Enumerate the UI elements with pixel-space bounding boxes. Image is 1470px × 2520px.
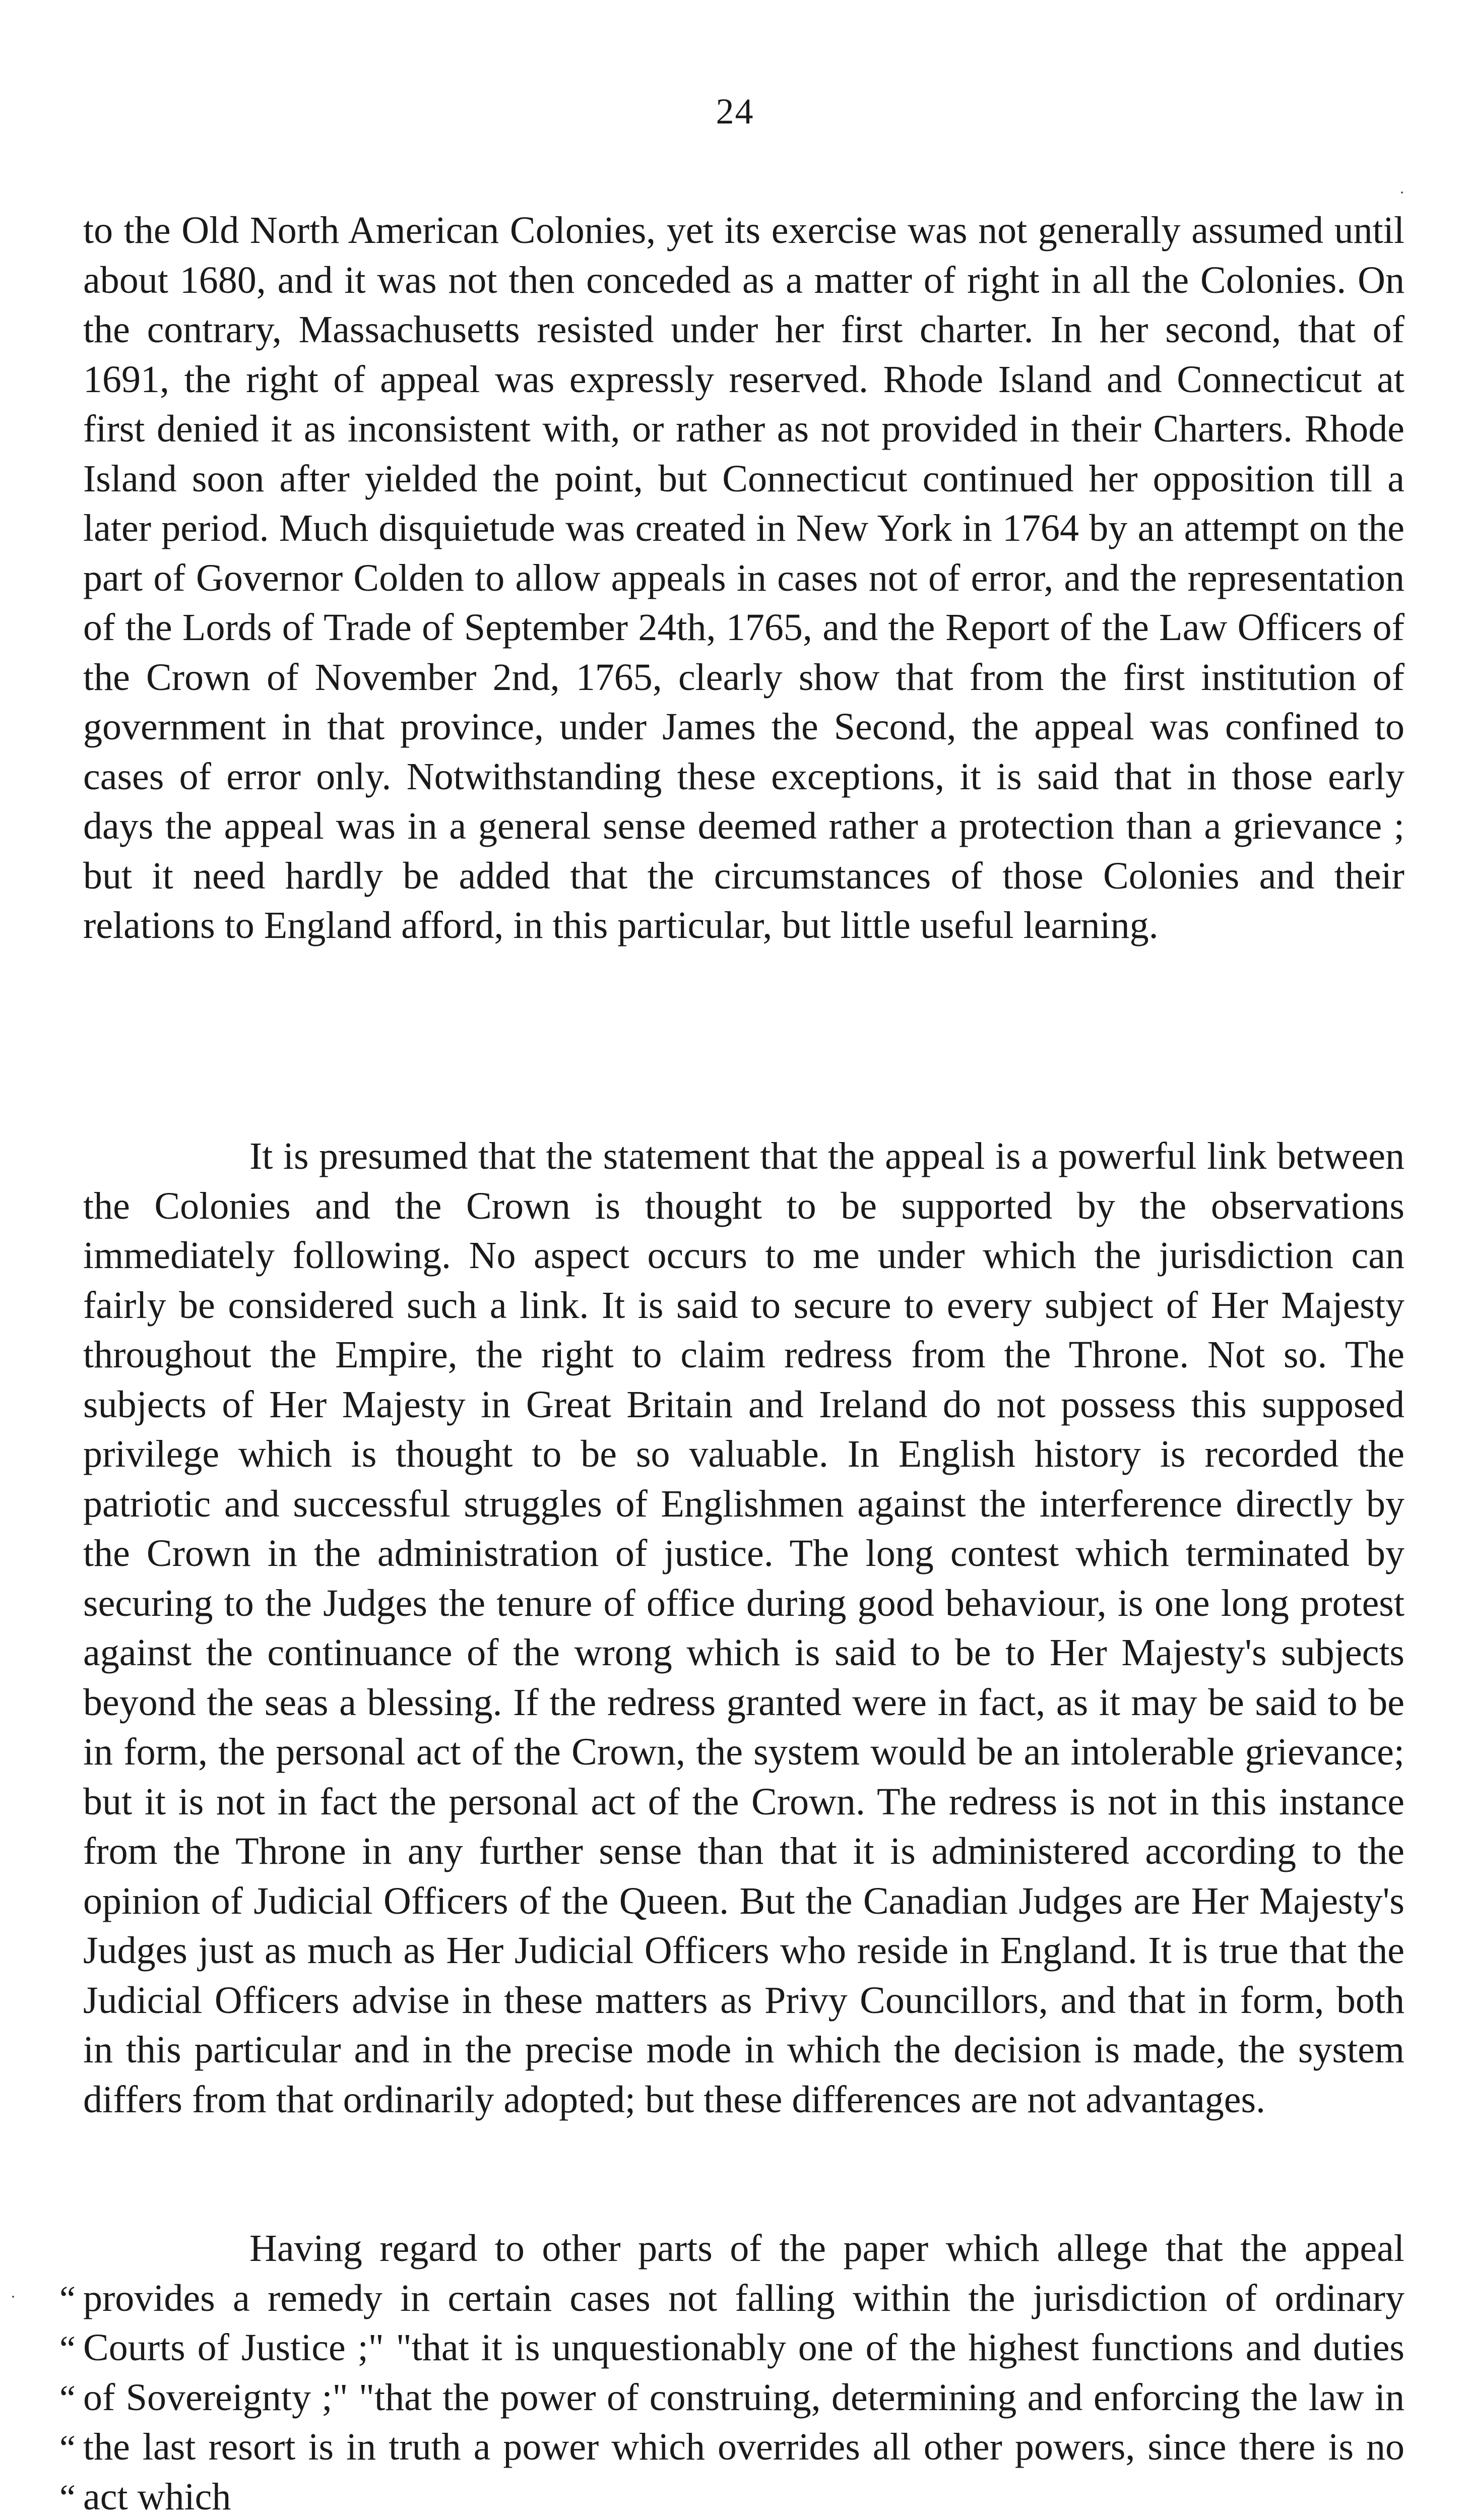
running-quote-mark: “: [59, 2477, 76, 2517]
running-quote-mark: “: [59, 2328, 76, 2369]
paragraph-sovereignty-quotation: Having regard to other parts of the paper which allege that the appeal provides a remedy in certain cases not falling within the jurisdiction of ordinary Courts of Justice ;" "that it is unquestionably one of the highest functions and duties of Sovereignty ;" "that the power of construing, determining and enforcing the law in the last resort is in truth a power which overrides all other powers, since there is no act which: [83, 2227, 1404, 2518]
running-quote-mark: “: [59, 2378, 76, 2418]
page-number: 24: [716, 91, 754, 132]
running-quote-mark: “: [59, 2427, 76, 2468]
paragraph-colonial-appeals-history: to the Old North American Colonies, yet its exercise was not generally assumed until about 1680, and it was not then conceded as a matter of right in all the Colonies. On the contrary, Massachusetts resisted under her first charter. In her second, that of 1691, the right of appeal was expressly reserved. Rhode Island and Connecticut at first denied it as inconsistent with, or rather as not provided in their Charters. Rhode Island soon after yielded the point, but Connecticut continued her opposition till a later period. Much disquietude was created in New York in 1764 by an attempt on the part of Governor Colden to allow appeals in cases not of error, and the representation of the Lords of Trade of September 24th, 1765, and the Report of the Law Officers of the Crown of November 2nd, 1765, clearly show that from the first institution of government in that province, under James the Second, the appeal was confined to cases of error only. Notwithstanding these exceptions, it is said that in those early days the appeal was in a general sense deemed rather a protection than a grievance ; but it need hardly be added that the circumstances of those Colonies and their relations to England afford, in this particular, but little useful learning.: [83, 209, 1404, 947]
paragraph-appeal-as-link: It is presumed that the statement that the appeal is a powerful link between the Colonies and the Crown is thought to be supported by the observations immediately following. No aspect occurs to me under which the jurisdiction can fairly be considered such a link. It is said to secure to every subject of Her Majesty throughout the Empire, the right to claim redress from the Throne. Not so. The subjects of Her Majesty in Great Britain and Ireland do not possess this supposed privilege which is thought to be so valuable. In English history is recorded the patriotic and successful struggles of Englishmen against the interference directly by the Crown in the administration of justice. The long contest which terminated by securing to the Judges the tenure of office during good behaviour, is one long protest against the continuance of the wrong which is said to be to Her Majesty's subjects beyond the seas a blessing. If the redress granted were in fact, as it may be said to be in form, the personal act of the Crown, the system would be an intolerable grievance; but it is not in fact the personal act of the Crown. The redress is not in this instance from the Throne in any further sense than that it is administered according to the opinion of Judicial Officers of the Queen. But the Canadian Judges are Her Majesty's Judges just as much as Her Judicial Officers who reside in England. It is true that the Judicial Officers advise in these matters as Privy Councillors, and that in form, both in this particular and in the precise mode in which the decision is made, the system differs from that ordinarily adopted; but these differences are not advantages.: [83, 1135, 1404, 2121]
running-quote-marks: [59, 2274, 80, 2520]
running-quote-mark: “: [59, 2279, 76, 2319]
scan-speck: [1401, 192, 1403, 194]
scan-speck: [12, 2296, 14, 2298]
